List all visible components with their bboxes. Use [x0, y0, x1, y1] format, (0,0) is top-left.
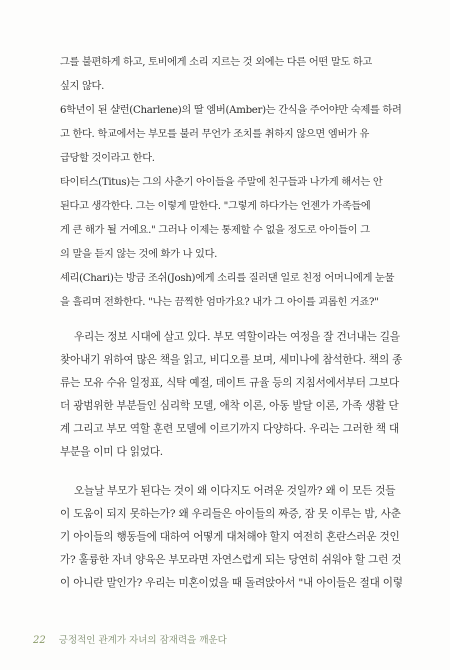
running-title: 긍정적인 관계가 자녀의 잠재력을 깨운다 — [58, 635, 227, 646]
text-line: 부분을 이미 다 읽었다. — [60, 446, 163, 458]
text-line: 류는 모유 수유 일정표, 식탁 예절, 데이트 규율 등의 지침서에서부터 그보다 — [60, 377, 400, 389]
text-line: 을 흘리며 전화한다. "나는 끔찍한 엄마가요? 내가 그 아이를 괴롭힌 거죠?" — [60, 297, 379, 308]
text-line: 가? 훌륭한 자녀 양육은 부모라면 자연스럽게 되는 당연히 쉬워야 할 그런 것 — [60, 554, 402, 566]
text-line: 타이터스(Titus)는 그의 사춘기 아이들을 주말에 친구들과 나가게 해서는 안 — [60, 177, 383, 188]
text-line: 더 광범위한 부분들인 심리학 모델, 애착 이론, 아동 발달 이론, 가족 생활 단 — [60, 400, 399, 412]
text-line: 6학년이 된 샬런(Charlene)의 딸 엠버(Amber)는 간식을 주어야만 숙제를 하려 — [60, 105, 402, 116]
text-line: 오늘날 부모가 된다는 것이 왜 이다지도 어려운 것일까? 왜 이 모든 것들 — [74, 485, 396, 497]
text-line: 게 큰 해가 될 거예요." 그러나 이제는 통제할 수 없을 정도로 아이들이 그 — [60, 225, 370, 236]
page-number: 22 — [33, 635, 46, 646]
text-line: 그를 불편하게 하고, 토비에게 소리 지르는 것 외에는 다른 어떤 말도 하고 — [60, 57, 372, 68]
text-line: 급당할 것이라고 한다. — [60, 153, 155, 164]
page-footer — [33, 632, 227, 646]
text-line: 찾아내기 위하여 많은 책을 읽고, 비디오를 보며, 세미나에 참석한다. 책의 종 — [60, 354, 403, 366]
text-line: 계 그리고 부모 역할 훈련 모델에 이르기까지 다양하다. 우리는 그러한 책 대 — [60, 423, 400, 435]
text-line: 기 아이들의 행동들에 대하여 어떻게 대처해야 할지 여전히 혼란스러운 것인 — [60, 531, 400, 543]
text-line: 고 한다. 학교에서는 부모를 불러 무언가 조치를 취하지 않으면 엠버가 유 — [60, 129, 370, 140]
text-line: 셰리(Chari)는 방금 조쉬(Josh)에게 소리를 질러댄 일로 친정 어머니에게 눈물 — [60, 273, 395, 284]
text-line: 싶지 않다. — [60, 81, 105, 92]
text-line: 된다고 생각한다. 그는 이렇게 말한다. "그렇게 하다가는 언젠가 가족들에 — [60, 201, 371, 212]
text-line: 의 말을 듣지 않는 것에 화가 나 있다. — [60, 249, 218, 260]
text-line: 이 도움이 되지 못하는가? 왜 우리들은 아이들의 짜증, 잠 못 이루는 밤, 사춘 — [60, 508, 401, 520]
text-line: 우리는 정보 시대에 살고 있다. 부모 역할이라는 여정을 잘 건너내는 길을 — [74, 331, 400, 343]
text-line: 이 아니란 말인가? 우리는 미혼이었을 때 돌려앉아서 "내 아이들은 절대 이렇 — [60, 577, 403, 589]
